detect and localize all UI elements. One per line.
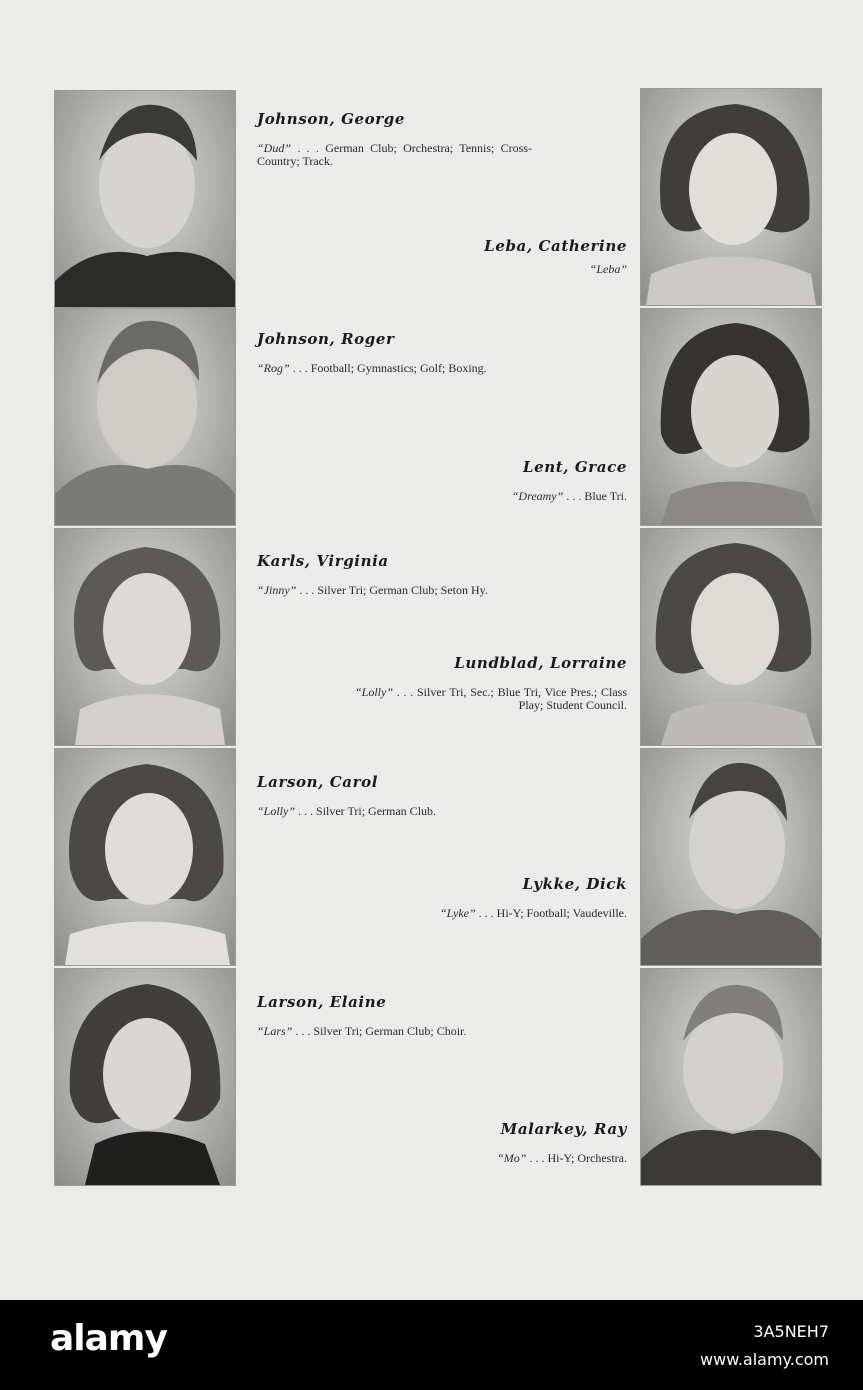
portrait-photo-leba-catherine bbox=[640, 88, 822, 306]
student-name: Johnson, George bbox=[257, 110, 406, 128]
entry-karls-virginia bbox=[257, 552, 532, 597]
student-name: Lundblad, Lorraine bbox=[454, 654, 627, 672]
entry-larson-elaine bbox=[257, 993, 532, 1038]
entry-lundblad-lorraine bbox=[355, 654, 627, 712]
portrait-photo-larson-elaine bbox=[54, 968, 236, 1186]
student-name: Karls, Virginia bbox=[257, 552, 389, 570]
student-activities: “Lyke” . . . Hi-Y; Football; Vaudeville. bbox=[440, 906, 627, 920]
entry-malarkey-ray bbox=[327, 1120, 627, 1165]
entry-lykke-dick bbox=[355, 875, 627, 920]
student-nickname: “Rog” bbox=[257, 361, 290, 375]
student-nickname: “Jinny” bbox=[257, 583, 297, 597]
student-nickname: “Dud” bbox=[257, 141, 292, 155]
student-nickname: “Mo” bbox=[497, 1151, 527, 1165]
student-nickname: “Leba” bbox=[589, 262, 627, 276]
student-activities: “Lolly” . . . Silver Tri, Sec.; Blue Tri, Vice Pres.; Class Play; Student Council. bbox=[355, 685, 627, 712]
student-nickname: “Lyke” bbox=[440, 906, 476, 920]
student-nickname: “Lolly” bbox=[355, 685, 394, 699]
entry-leba-catherine bbox=[327, 237, 627, 276]
student-activities: “Rog” . . . Football; Gymnastics; Golf; Boxing. bbox=[257, 361, 487, 375]
portrait-photo-karls-virginia bbox=[54, 528, 236, 746]
student-nickname: “Dreamy” bbox=[511, 489, 564, 503]
student-name: Lykke, Dick bbox=[522, 875, 627, 893]
image-code: 3A5NEH7 bbox=[753, 1322, 829, 1341]
student-activities bbox=[327, 263, 627, 276]
student-name: Leba, Catherine bbox=[484, 237, 627, 255]
entry-johnson-george bbox=[257, 110, 532, 168]
student-name: Johnson, Roger bbox=[257, 330, 395, 348]
portrait-photo-malarkey-ray bbox=[640, 968, 822, 1186]
entry-larson-carol bbox=[257, 773, 532, 818]
portrait-photo-lundblad-lorraine bbox=[640, 528, 822, 746]
student-activities: “Mo” . . . Hi-Y; Orchestra. bbox=[497, 1151, 627, 1165]
student-activities: “Jinny” . . . Silver Tri; German Club; Seton Hy. bbox=[257, 583, 488, 597]
portrait-photo-larson-carol bbox=[54, 748, 236, 966]
entry-johnson-roger bbox=[257, 330, 532, 375]
student-activities: “Lars” . . . Silver Tri; German Club; Choir. bbox=[257, 1024, 467, 1038]
watermark-footer bbox=[0, 1300, 863, 1390]
student-activities: “Lolly” . . . Silver Tri; German Club. bbox=[257, 804, 437, 818]
student-nickname: “Lolly” bbox=[257, 804, 296, 818]
portrait-photo-johnson-roger bbox=[54, 308, 236, 526]
site-url: www.alamy.com bbox=[700, 1350, 829, 1369]
student-activities: “Dreamy” . . . Blue Tri. bbox=[511, 489, 627, 503]
brand-logo: alamy bbox=[50, 1318, 167, 1359]
student-nickname: “Lars” bbox=[257, 1024, 293, 1038]
portrait-photo-lykke-dick bbox=[640, 748, 822, 966]
student-name: Lent, Grace bbox=[522, 458, 627, 476]
entry-lent-grace bbox=[327, 458, 627, 503]
student-name: Larson, Elaine bbox=[257, 993, 387, 1011]
portrait-photo-lent-grace bbox=[640, 308, 822, 526]
student-name: Larson, Carol bbox=[257, 773, 379, 791]
student-name: Malarkey, Ray bbox=[500, 1120, 627, 1138]
student-activities: “Dud” . . . German Club; Orchestra; Tennis; Cross-Country; Track. bbox=[257, 141, 532, 168]
portrait-photo-johnson-george bbox=[54, 90, 236, 308]
